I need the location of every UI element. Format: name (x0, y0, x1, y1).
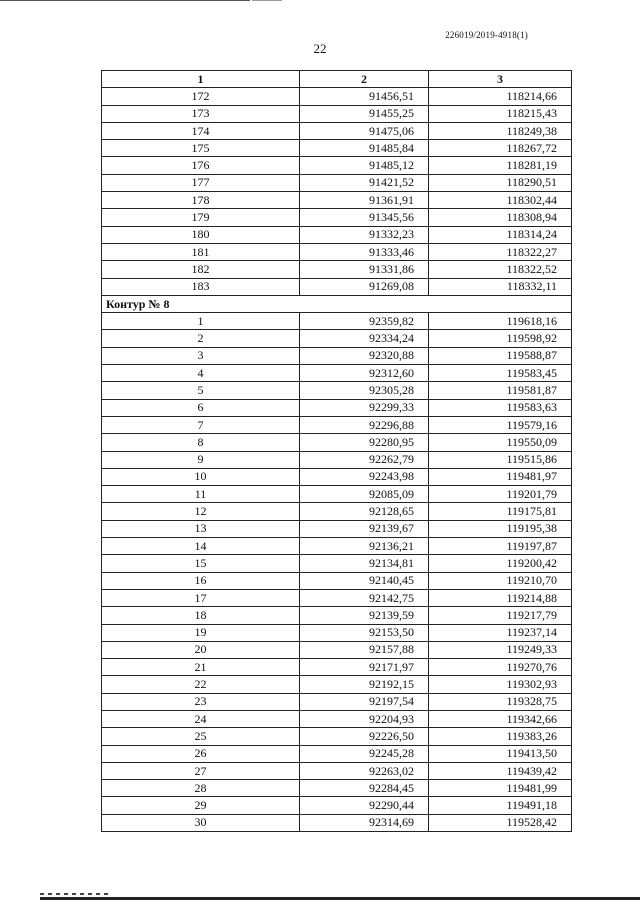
y-coordinate-cell: 119579,16 (429, 416, 572, 433)
column-header-2: 2 (300, 71, 429, 88)
bottom-dotted-rule (40, 893, 110, 895)
point-number-cell: 4 (102, 365, 300, 382)
point-number-cell: 177 (102, 174, 300, 191)
y-coordinate-cell: 119217,79 (429, 607, 572, 624)
point-number-cell: 1 (102, 313, 300, 330)
x-coordinate-cell: 92204,93 (300, 710, 429, 727)
x-coordinate-cell: 91345,56 (300, 209, 429, 226)
table-row (102, 140, 572, 157)
x-coordinate-cell: 92139,67 (300, 520, 429, 537)
x-coordinate-cell: 92134,81 (300, 555, 429, 572)
table-row (102, 122, 572, 139)
y-coordinate-cell: 119413,50 (429, 745, 572, 762)
table-row (102, 624, 572, 641)
point-number-cell: 19 (102, 624, 300, 641)
x-coordinate-cell: 91332,23 (300, 226, 429, 243)
table-row (102, 451, 572, 468)
point-number-cell: 26 (102, 745, 300, 762)
table-row (102, 174, 572, 191)
table-row (102, 365, 572, 382)
point-number-cell: 15 (102, 555, 300, 572)
y-coordinate-cell: 118332,11 (429, 278, 572, 295)
point-number-cell: 21 (102, 659, 300, 676)
table-row (102, 728, 572, 745)
table-row (102, 243, 572, 260)
x-coordinate-cell: 92140,45 (300, 572, 429, 589)
y-coordinate-cell: 119618,16 (429, 313, 572, 330)
y-coordinate-cell: 119528,42 (429, 814, 572, 831)
x-coordinate-cell: 91455,25 (300, 105, 429, 122)
x-coordinate-cell: 92157,88 (300, 641, 429, 658)
x-coordinate-cell: 91333,46 (300, 243, 429, 260)
point-number-cell: 181 (102, 243, 300, 260)
y-coordinate-cell: 119175,81 (429, 503, 572, 520)
table-row (102, 313, 572, 330)
point-number-cell: 20 (102, 641, 300, 658)
table-row (102, 503, 572, 520)
table-row (102, 589, 572, 606)
table-row (102, 659, 572, 676)
x-coordinate-cell: 91421,52 (300, 174, 429, 191)
y-coordinate-cell: 119200,42 (429, 555, 572, 572)
table-row (102, 538, 572, 555)
x-coordinate-cell: 91456,51 (300, 88, 429, 105)
y-coordinate-cell: 119214,88 (429, 589, 572, 606)
y-coordinate-cell: 119588,87 (429, 347, 572, 364)
y-coordinate-cell: 119583,45 (429, 365, 572, 382)
y-coordinate-cell: 119598,92 (429, 330, 572, 347)
point-number-cell: 180 (102, 226, 300, 243)
y-coordinate-cell: 119581,87 (429, 382, 572, 399)
table-row (102, 278, 572, 295)
x-coordinate-cell: 92192,15 (300, 676, 429, 693)
bottom-rule (40, 897, 640, 900)
y-coordinate-cell: 118249,38 (429, 122, 572, 139)
table-row (102, 745, 572, 762)
y-coordinate-cell: 119210,70 (429, 572, 572, 589)
y-coordinate-cell: 119515,86 (429, 451, 572, 468)
point-number-cell: 25 (102, 728, 300, 745)
column-header-3: 3 (429, 71, 572, 88)
y-coordinate-cell: 118322,27 (429, 243, 572, 260)
x-coordinate-cell: 92296,88 (300, 416, 429, 433)
point-number-cell: 27 (102, 762, 300, 779)
point-number-cell: 11 (102, 486, 300, 503)
point-number-cell: 178 (102, 192, 300, 209)
point-number-cell: 173 (102, 105, 300, 122)
coordinates-table (101, 70, 572, 832)
x-coordinate-cell: 91485,84 (300, 140, 429, 157)
point-number-cell: 7 (102, 416, 300, 433)
table-row (102, 520, 572, 537)
section-label: Контур № 8 (102, 295, 572, 312)
point-number-cell: 6 (102, 399, 300, 416)
point-number-cell: 24 (102, 710, 300, 727)
x-coordinate-cell: 91269,08 (300, 278, 429, 295)
x-coordinate-cell: 92085,09 (300, 486, 429, 503)
document-id: 226019/2019-4918(1) (445, 30, 528, 40)
y-coordinate-cell: 119249,33 (429, 641, 572, 658)
y-coordinate-cell: 118290,51 (429, 174, 572, 191)
table-body-contour-8 (102, 313, 572, 832)
y-coordinate-cell: 119342,66 (429, 710, 572, 727)
section-row (102, 295, 572, 312)
x-coordinate-cell: 92312,60 (300, 365, 429, 382)
y-coordinate-cell: 119195,38 (429, 520, 572, 537)
x-coordinate-cell: 92136,21 (300, 538, 429, 555)
point-number-cell: 183 (102, 278, 300, 295)
y-coordinate-cell: 118302,44 (429, 192, 572, 209)
table-row (102, 797, 572, 814)
table-row (102, 347, 572, 364)
table-row (102, 382, 572, 399)
table-row (102, 330, 572, 347)
point-number-cell: 2 (102, 330, 300, 347)
x-coordinate-cell: 92197,54 (300, 693, 429, 710)
x-coordinate-cell: 91331,86 (300, 261, 429, 278)
x-coordinate-cell: 92280,95 (300, 434, 429, 451)
y-coordinate-cell: 119270,76 (429, 659, 572, 676)
y-coordinate-cell: 119439,42 (429, 762, 572, 779)
point-number-cell: 22 (102, 676, 300, 693)
point-number-cell: 174 (102, 122, 300, 139)
point-number-cell: 10 (102, 468, 300, 485)
x-coordinate-cell: 92245,28 (300, 745, 429, 762)
x-coordinate-cell: 92128,65 (300, 503, 429, 520)
x-coordinate-cell: 92243,98 (300, 468, 429, 485)
point-number-cell: 16 (102, 572, 300, 589)
table-row (102, 434, 572, 451)
y-coordinate-cell: 119328,75 (429, 693, 572, 710)
x-coordinate-cell: 92299,33 (300, 399, 429, 416)
x-coordinate-cell: 92142,75 (300, 589, 429, 606)
x-coordinate-cell: 92290,44 (300, 797, 429, 814)
x-coordinate-cell: 92262,79 (300, 451, 429, 468)
top-rule (0, 0, 250, 1)
x-coordinate-cell: 92314,69 (300, 814, 429, 831)
table-row (102, 710, 572, 727)
y-coordinate-cell: 118214,66 (429, 88, 572, 105)
y-coordinate-cell: 119550,09 (429, 434, 572, 451)
y-coordinate-cell: 118314,24 (429, 226, 572, 243)
point-number-cell: 23 (102, 693, 300, 710)
x-coordinate-cell: 91475,06 (300, 122, 429, 139)
point-number-cell: 14 (102, 538, 300, 555)
x-coordinate-cell: 92139,59 (300, 607, 429, 624)
y-coordinate-cell: 119481,99 (429, 780, 572, 797)
point-number-cell: 175 (102, 140, 300, 157)
table-row (102, 261, 572, 278)
x-coordinate-cell: 92263,02 (300, 762, 429, 779)
table-row (102, 572, 572, 589)
y-coordinate-cell: 119302,93 (429, 676, 572, 693)
y-coordinate-cell: 118308,94 (429, 209, 572, 226)
point-number-cell: 30 (102, 814, 300, 831)
point-number-cell: 8 (102, 434, 300, 451)
table-row (102, 209, 572, 226)
point-number-cell: 182 (102, 261, 300, 278)
y-coordinate-cell: 119583,63 (429, 399, 572, 416)
x-coordinate-cell: 92334,24 (300, 330, 429, 347)
y-coordinate-cell: 119201,79 (429, 486, 572, 503)
y-coordinate-cell: 119481,97 (429, 468, 572, 485)
table-row (102, 88, 572, 105)
x-coordinate-cell: 91485,12 (300, 157, 429, 174)
table-row (102, 780, 572, 797)
point-number-cell: 5 (102, 382, 300, 399)
table-row (102, 486, 572, 503)
y-coordinate-cell: 119197,87 (429, 538, 572, 555)
point-number-cell: 3 (102, 347, 300, 364)
table-row (102, 416, 572, 433)
point-number-cell: 18 (102, 607, 300, 624)
table-row (102, 641, 572, 658)
x-coordinate-cell: 92171,97 (300, 659, 429, 676)
table-row (102, 555, 572, 572)
table-row (102, 468, 572, 485)
x-coordinate-cell: 92226,50 (300, 728, 429, 745)
table-body-previous-contour (102, 88, 572, 296)
table-row (102, 814, 572, 831)
point-number-cell: 28 (102, 780, 300, 797)
point-number-cell: 9 (102, 451, 300, 468)
column-header-1: 1 (102, 71, 300, 88)
table-row (102, 105, 572, 122)
y-coordinate-cell: 119383,26 (429, 728, 572, 745)
page-number: 22 (313, 41, 327, 56)
x-coordinate-cell: 92359,82 (300, 313, 429, 330)
table-row (102, 226, 572, 243)
point-number-cell: 176 (102, 157, 300, 174)
x-coordinate-cell: 92305,28 (300, 382, 429, 399)
point-number-cell: 179 (102, 209, 300, 226)
y-coordinate-cell: 118281,19 (429, 157, 572, 174)
point-number-cell: 17 (102, 589, 300, 606)
table-row (102, 693, 572, 710)
y-coordinate-cell: 118267,72 (429, 140, 572, 157)
table-row (102, 399, 572, 416)
x-coordinate-cell: 92320,88 (300, 347, 429, 364)
point-number-cell: 12 (102, 503, 300, 520)
table-row (102, 607, 572, 624)
table-header-row (102, 71, 572, 88)
point-number-cell: 29 (102, 797, 300, 814)
x-coordinate-cell: 92153,50 (300, 624, 429, 641)
y-coordinate-cell: 118215,43 (429, 105, 572, 122)
x-coordinate-cell: 92284,45 (300, 780, 429, 797)
y-coordinate-cell: 119237,14 (429, 624, 572, 641)
table-row (102, 676, 572, 693)
y-coordinate-cell: 118322,52 (429, 261, 572, 278)
table-section (102, 295, 572, 312)
top-rule-fragment (252, 0, 282, 1)
table-row (102, 762, 572, 779)
y-coordinate-cell: 119491,18 (429, 797, 572, 814)
table-row (102, 157, 572, 174)
point-number-cell: 172 (102, 88, 300, 105)
point-number-cell: 13 (102, 520, 300, 537)
table-row (102, 192, 572, 209)
x-coordinate-cell: 91361,91 (300, 192, 429, 209)
